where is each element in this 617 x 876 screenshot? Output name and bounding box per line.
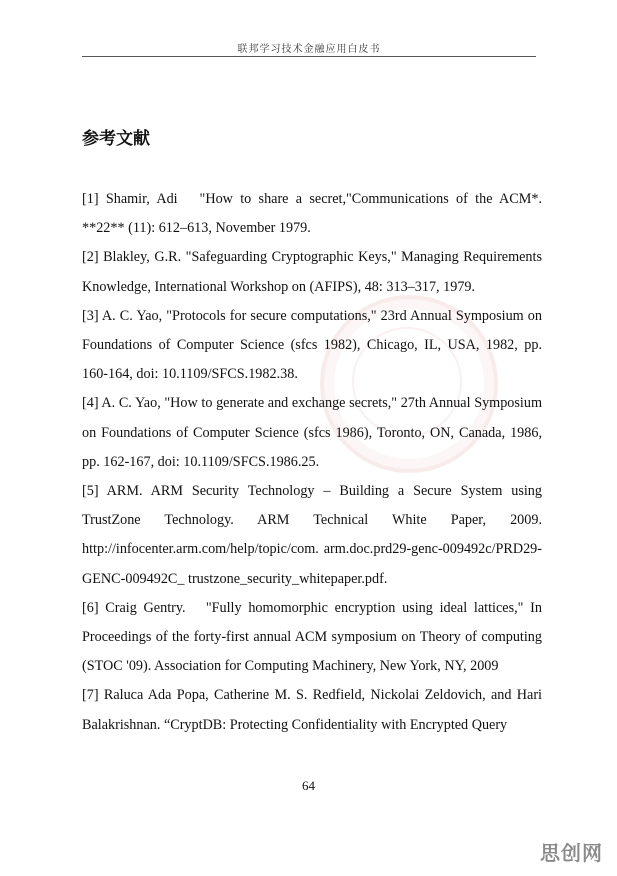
reference-item: [2] Blakley, G.R. "Safeguarding Cryptographic Keys," Managing Requirements Knowledge, International Workshop on (AFIPS), 48: 313–317, 1979. bbox=[82, 249, 542, 295]
reference-item: [3] A. C. Yao, "Protocols for secure computations," 23rd Annual Symposium on Foundations of Computer Science (sfcs 1982), Chicago, IL, USA, 1982, pp. 160-164, doi: 10.1109/SFCS.1982.38. bbox=[82, 307, 542, 383]
reference-list bbox=[82, 185, 542, 740]
running-header: 联邦学习技术金融应用白皮书 bbox=[237, 44, 381, 55]
reference-item: [6] Craig Gentry. "Fully homomorphic encryption using ideal lattices," In Proceedings of the forty-first annual ACM symposium on Theory of computing (STOC '09). Association for Computing Machinery, New York, NY, 2009 bbox=[82, 599, 542, 675]
page-number: 64 bbox=[302, 778, 315, 793]
reference-item: [7] Raluca Ada Popa, Catherine M. S. Redfield, Nickolai Zeldovich, and Hari Balakrishnan. “CryptDB: Protecting Confidentiality with Encrypted Query bbox=[82, 687, 542, 733]
site-logo: 思创网 bbox=[540, 841, 603, 865]
reference-item: [1] Shamir, Adi "How to share a secret,"Communications of the ACM*. **22** (11): 612–613, November 1979. bbox=[82, 191, 542, 237]
section-title: 参考文献 bbox=[82, 129, 150, 149]
reference-item: [4] A. C. Yao, "How to generate and exchange secrets," 27th Annual Symposium on Foundations of Computer Science (sfcs 1986), Toronto, ON, Canada, 1986, pp. 162-167, doi: 10.1109/SFCS.1986.25. bbox=[82, 395, 542, 470]
reference-item: [5] ARM. ARM Security Technology – Building a Secure System using TrustZone Technology. ARM Technical White Paper, 2009. http://infocenter.arm.com/help/topic/com. arm.doc.prd29-genc-009492c/PRD29-GENC-009492C_ trustzone_security_whitepaper.pdf. bbox=[82, 483, 542, 587]
header-divider bbox=[82, 56, 536, 57]
